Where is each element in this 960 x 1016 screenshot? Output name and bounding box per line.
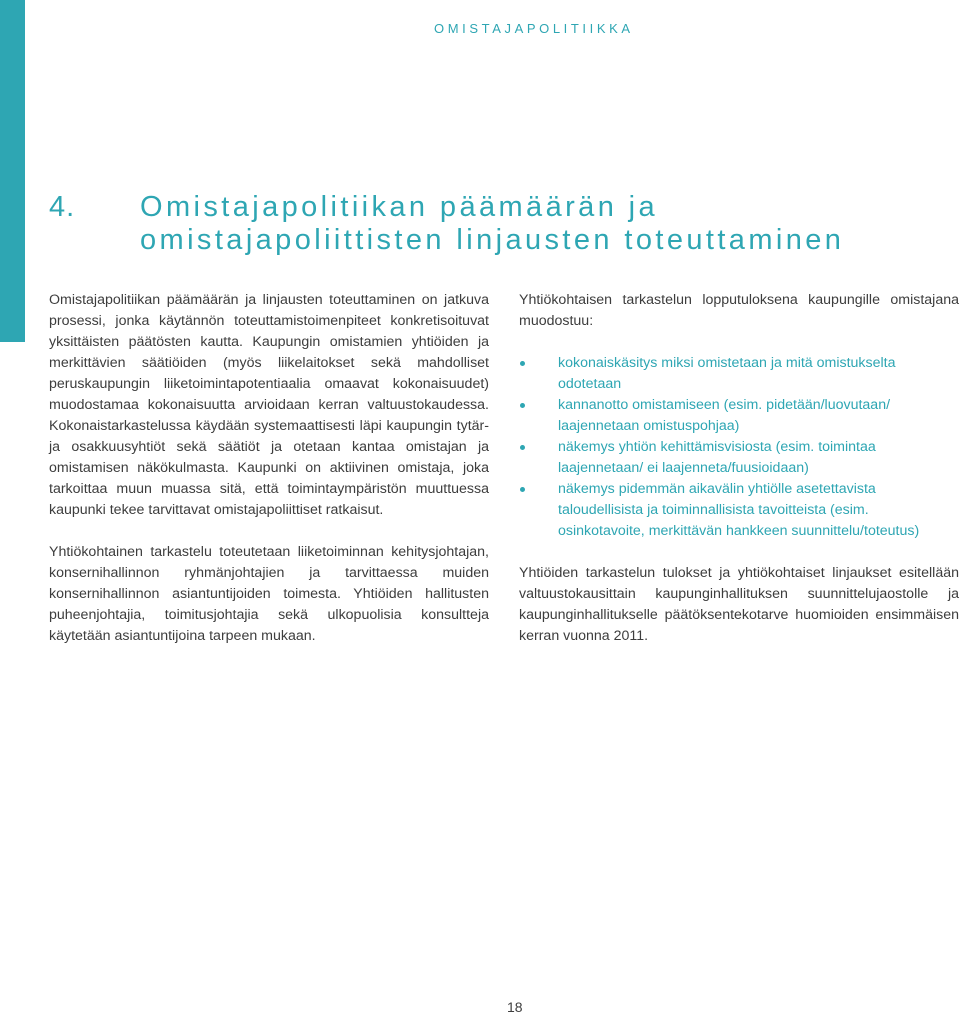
bullet-icon xyxy=(520,403,525,408)
list-item xyxy=(519,437,959,479)
right-column xyxy=(519,290,959,647)
list-item xyxy=(519,479,959,542)
list-item-text: kannanotto omistamiseen (esim. pidetään/luovutaan/ laajennetaan omistuspohjaa) xyxy=(558,397,891,434)
body-paragraph: Yhtiökohtainen tarkastelu toteutetaan liiketoiminnan kehitysjohtajan, konsernihallinnon ryhmänjohtajien ja tarvittaessa muiden konsernihallinnon asiantuntijoiden toimesta. Yhtiöiden hallitusten puheenjohtajia, toimitusjohtajia sekä ulkopuolisia konsultteja käytetään asiantuntijoina tarpeen mukaan. xyxy=(49,544,489,644)
bullet-list xyxy=(519,353,959,542)
list-item-text: näkemys pidemmän aikavälin yhtiölle asetettavista taloudellisista ja toiminnallisista tavoitteista (esim. osinkotavoite, merkittävän hankkeen suunnittelu/toteutus) xyxy=(558,481,920,539)
bullet-icon xyxy=(520,487,525,492)
chapter-title: Omistajapolitiikan päämäärän ja omistajapoliittisten linjausten toteuttaminen xyxy=(140,191,845,256)
body-paragraph: Omistajapolitiikan päämäärän ja linjausten toteuttaminen on jatkuva prosessi, jonka käytännön toteuttamistoimenpiteet konkretisoituvat yksittäisten päätösten kautta. Kaupungin omistamien yhtiöiden ja merkittävien säätiöiden (myös liikelaitokset sekä mahdolliset peruskaupungin liiketoimintapotentiaalia omaavat kokonaisuudet) muodostamaa kokonaisuutta arvioidaan kerran valtuustokaudessa. Kokonaistarkastelussa käydään systemaattisesti läpi kaupungin tytär- ja osakkuusyhtiöt sekä säätiöt ja otetaan kantaa omistajan ja omistamisen näkökulmasta. Kaupunki on aktiivinen omistaja, joka tarkoittaa muun muassa sitä, että toimintaympäristön muuttuessa kaupunki tekee tarvittavat omistajapoliittiset ratkaisut. xyxy=(49,292,489,518)
side-accent-bar xyxy=(0,0,25,342)
bullet-icon xyxy=(520,445,525,450)
bullet-icon xyxy=(520,361,525,366)
list-item xyxy=(519,353,959,395)
list-item-text: näkemys yhtiön kehittämisvisiosta (esim. toimintaa laajennetaan/ ei laajenneta/fuusioidaan) xyxy=(558,439,876,476)
chapter-number: 4. xyxy=(49,191,76,223)
left-column xyxy=(49,290,489,647)
running-head: OMISTAJAPOLITIIKKA xyxy=(434,21,634,36)
list-item-text: kokonaiskäsitys miksi omistetaan ja mitä omistukselta odotetaan xyxy=(558,355,896,392)
intro-paragraph: Yhtiökohtaisen tarkastelun lopputuloksena kaupungille omistajana muodostuu: xyxy=(519,292,959,329)
list-item xyxy=(519,395,959,437)
closing-paragraph: Yhtiöiden tarkastelun tulokset ja yhtiökohtaiset linjaukset esitellään valtuustokausittain kaupunginhallituksen suunnittelujaostolle ja kaupunginhallitukselle päätöksentekotarve huomioiden ensimmäisen kerran vuonna 2011. xyxy=(519,565,959,644)
page-number: 18 xyxy=(507,999,523,1015)
